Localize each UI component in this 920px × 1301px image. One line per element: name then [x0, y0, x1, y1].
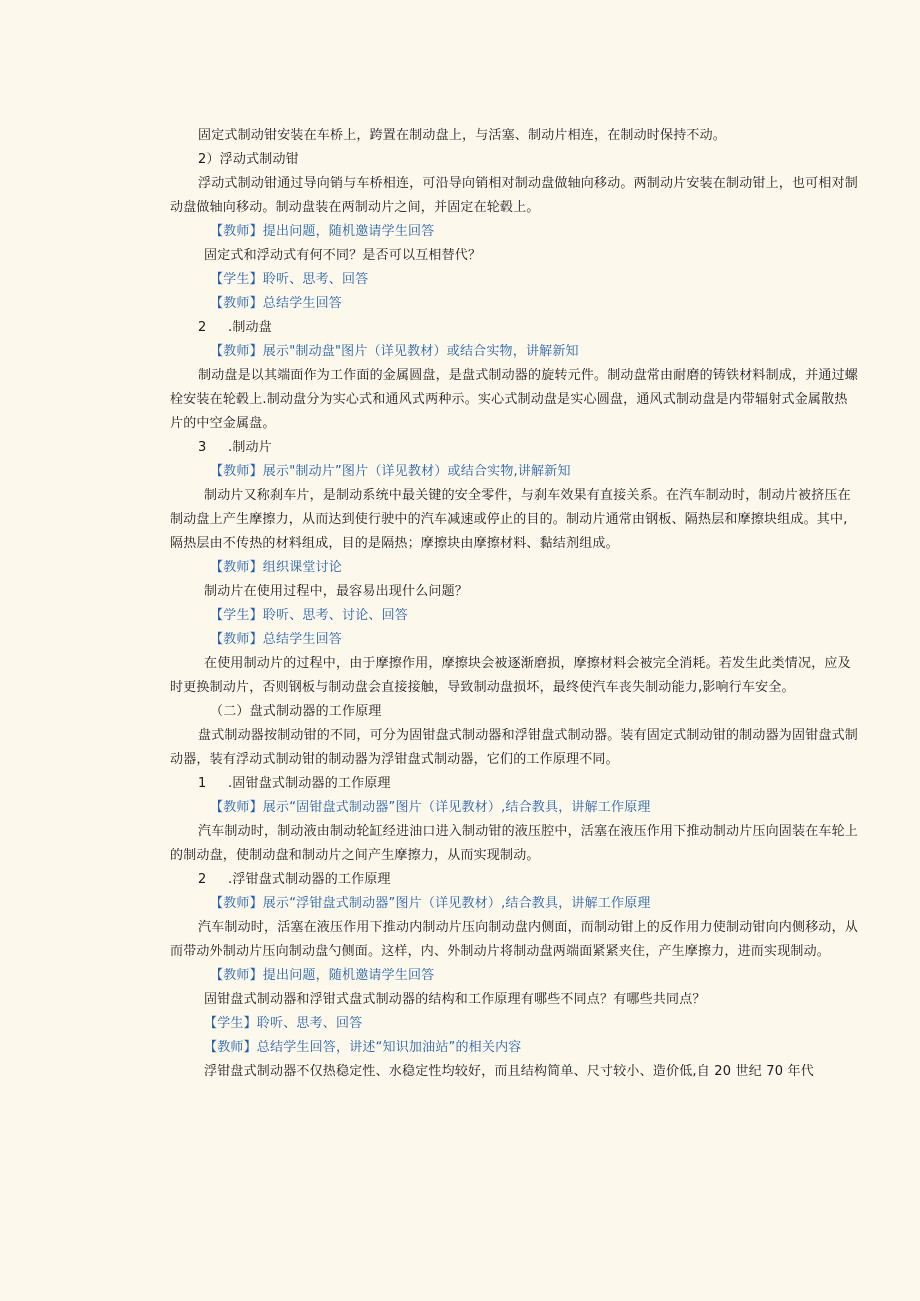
paragraph-line: 时更换制动片，否则钢板与制动盘会直接接触，导致制动盘损坏，最终使汽车丧失制动能力,影响行车安全。: [170, 680, 795, 695]
question-line: 固钳盘式制动器和浮钳式盘式制动器的结构和工作原理有哪些不同点？有哪些共同点？: [204, 992, 706, 1007]
student-prompt: 【学生】聆听、思考、回答: [204, 1016, 363, 1031]
question-line: 固定式和浮动式有何不同？是否可以互相替代？: [204, 248, 482, 263]
question-line: 制动片在使用过程中，最容易出现什么问题？: [204, 584, 469, 599]
paragraph-line: 盘式制动器按制动钳的不同，可分为固钳盘式制动器和浮钳盘式制动器。装有固定式制动钳的制动器为固钳盘式制: [198, 728, 859, 743]
section-title: .制动盘: [228, 320, 272, 335]
paragraph: [170, 484, 852, 556]
teacher-prompt: 【教师】展示"制动片”图片（详见教材）或结合实物,讲解新知: [210, 464, 571, 479]
section-title: .浮钳盘式制动器的工作原理: [228, 872, 391, 887]
section-title: .固钳盘式制动器的工作原理: [228, 776, 391, 791]
section-title: .制动片: [228, 440, 272, 455]
paragraph: [170, 820, 859, 868]
teacher-prompt: 【教师】提出问题，随机邀请学生回答: [210, 224, 435, 239]
paragraph-line: 片的中空金属盘。: [170, 416, 276, 431]
paragraph-line: 动器，装有浮动式制动钳的制动器为浮钳盘式制动器，它们的工作原理不同。: [170, 752, 619, 767]
paragraph-line: 栓安装在轮毂上.制动盘分为实心式和通风式两种示。实心式制动盘是实心圆盘，通风式制动盘是内带辐射式金属散热: [170, 392, 848, 407]
section-heading: （二）盘式制动器的工作原理: [210, 704, 382, 719]
teacher-prompt: 【教师】展示"制动盘"图片（详见教材）或结合实物，讲解新知: [210, 344, 579, 359]
paragraph-line: 汽车制动时，活塞在液压作用下推动内制动片压向制动盘内侧面，而制动钳上的反作用力使制动钳向内侧移动，从: [198, 920, 859, 935]
lesson-content: [170, 124, 859, 1084]
section-number: 2: [198, 320, 207, 335]
section-number: 1: [198, 776, 207, 791]
section-heading: [170, 316, 852, 340]
teacher-prompt: 【教师】提出问题，随机邀请学生回答: [210, 968, 435, 983]
paragraph-line: 动盘做轴向移动。制动盘装在两制动片之间，并固定在轮毂上。: [170, 200, 540, 215]
student-prompt: 【学生】聆听、思考、讨论、回答: [210, 608, 409, 623]
paragraph-line: 隔热层由不传热的材料组成，目的是隔热；摩擦块由摩擦材料、黏结剂组成。: [170, 536, 619, 551]
teacher-prompt: 【教师】组织课堂讨论: [210, 560, 343, 575]
paragraph-line: 制动盘上产生摩擦力，从而达到使行驶中的汽车减速或停止的目的。制动片通常由钢板、隔热层和摩擦块组成。其中,: [170, 512, 848, 527]
teacher-prompt: 【教师】展示“固钳盘式制动器”图片（详见教材）,结合教具，讲解工作原理: [210, 800, 651, 815]
paragraph-line: 在使用制动片的过程中，由于摩擦作用，摩擦块会被逐渐磨损，摩擦材料会被完全消耗。若发生此类情况，应及: [204, 656, 851, 671]
paragraph-line: 而带动外制动片压向制动盘勺侧面。这样，内、外制动片将制动盘两端面紧紧夹住，产生摩擦力，进而实现制动。: [170, 944, 831, 959]
section-heading: [170, 868, 852, 892]
subheading: 2）浮动式制动钳: [198, 152, 299, 167]
paragraph-line: 浮动式制动钳通过导向销与车桥相连，可沿导向销相对制动盘做轴向移动。两制动片安装在制动钳上，也可相对制: [198, 176, 859, 191]
paragraph: [170, 916, 859, 964]
paragraph-line: 制动盘是以其端面作为工作面的金属圆盘，是盘式制动器的旋转元件。制动盘常由耐磨的铸铁材料制成，并通过螺: [198, 368, 859, 383]
paragraph: [170, 364, 859, 436]
section-heading: [170, 772, 852, 796]
teacher-prompt: 【教师】展示“浮钳盘式制动器”图片（详见教材）,结合教具，讲解工作原理: [210, 896, 651, 911]
section-heading: [170, 436, 852, 460]
paragraph-line: 汽车制动时，制动液由制动轮缸经进油口进入制动钳的液压腔中，活塞在液压作用下推动制动片压向固装在车轮上: [198, 824, 859, 839]
section-number: 2: [198, 872, 207, 887]
paragraph-line: 固定式制动钳安装在车桥上，跨置在制动盘上，与活塞、制动片相连，在制动时保持不动。: [198, 128, 727, 143]
paragraph: [170, 724, 859, 772]
teacher-prompt: 【教师】总结学生回答: [210, 296, 343, 311]
paragraph-line: 制动片又称刹车片，是制动系统中最关键的安全零件，与刹车效果有直接关系。在汽车制动时，制动片被挤压在: [204, 488, 851, 503]
section-number: 3: [198, 440, 207, 455]
teacher-prompt: 【教师】总结学生回答: [210, 632, 343, 647]
teacher-prompt: 【教师】总结学生回答，讲述“知识加油站”的相关内容: [204, 1040, 522, 1055]
paragraph: [170, 172, 859, 220]
paragraph-line: 的制动盘，使制动盘和制动片之间产生摩擦力，从而实现制动。: [170, 848, 540, 863]
paragraph-line: 浮钳盘式制动器不仅热稳定性、水稳定性均较好，而且结构简单、尺寸较小、造价低,自 20 世纪 70 年代: [204, 1064, 814, 1079]
paragraph: [170, 652, 852, 700]
student-prompt: 【学生】聆听、思考、回答: [210, 272, 369, 287]
